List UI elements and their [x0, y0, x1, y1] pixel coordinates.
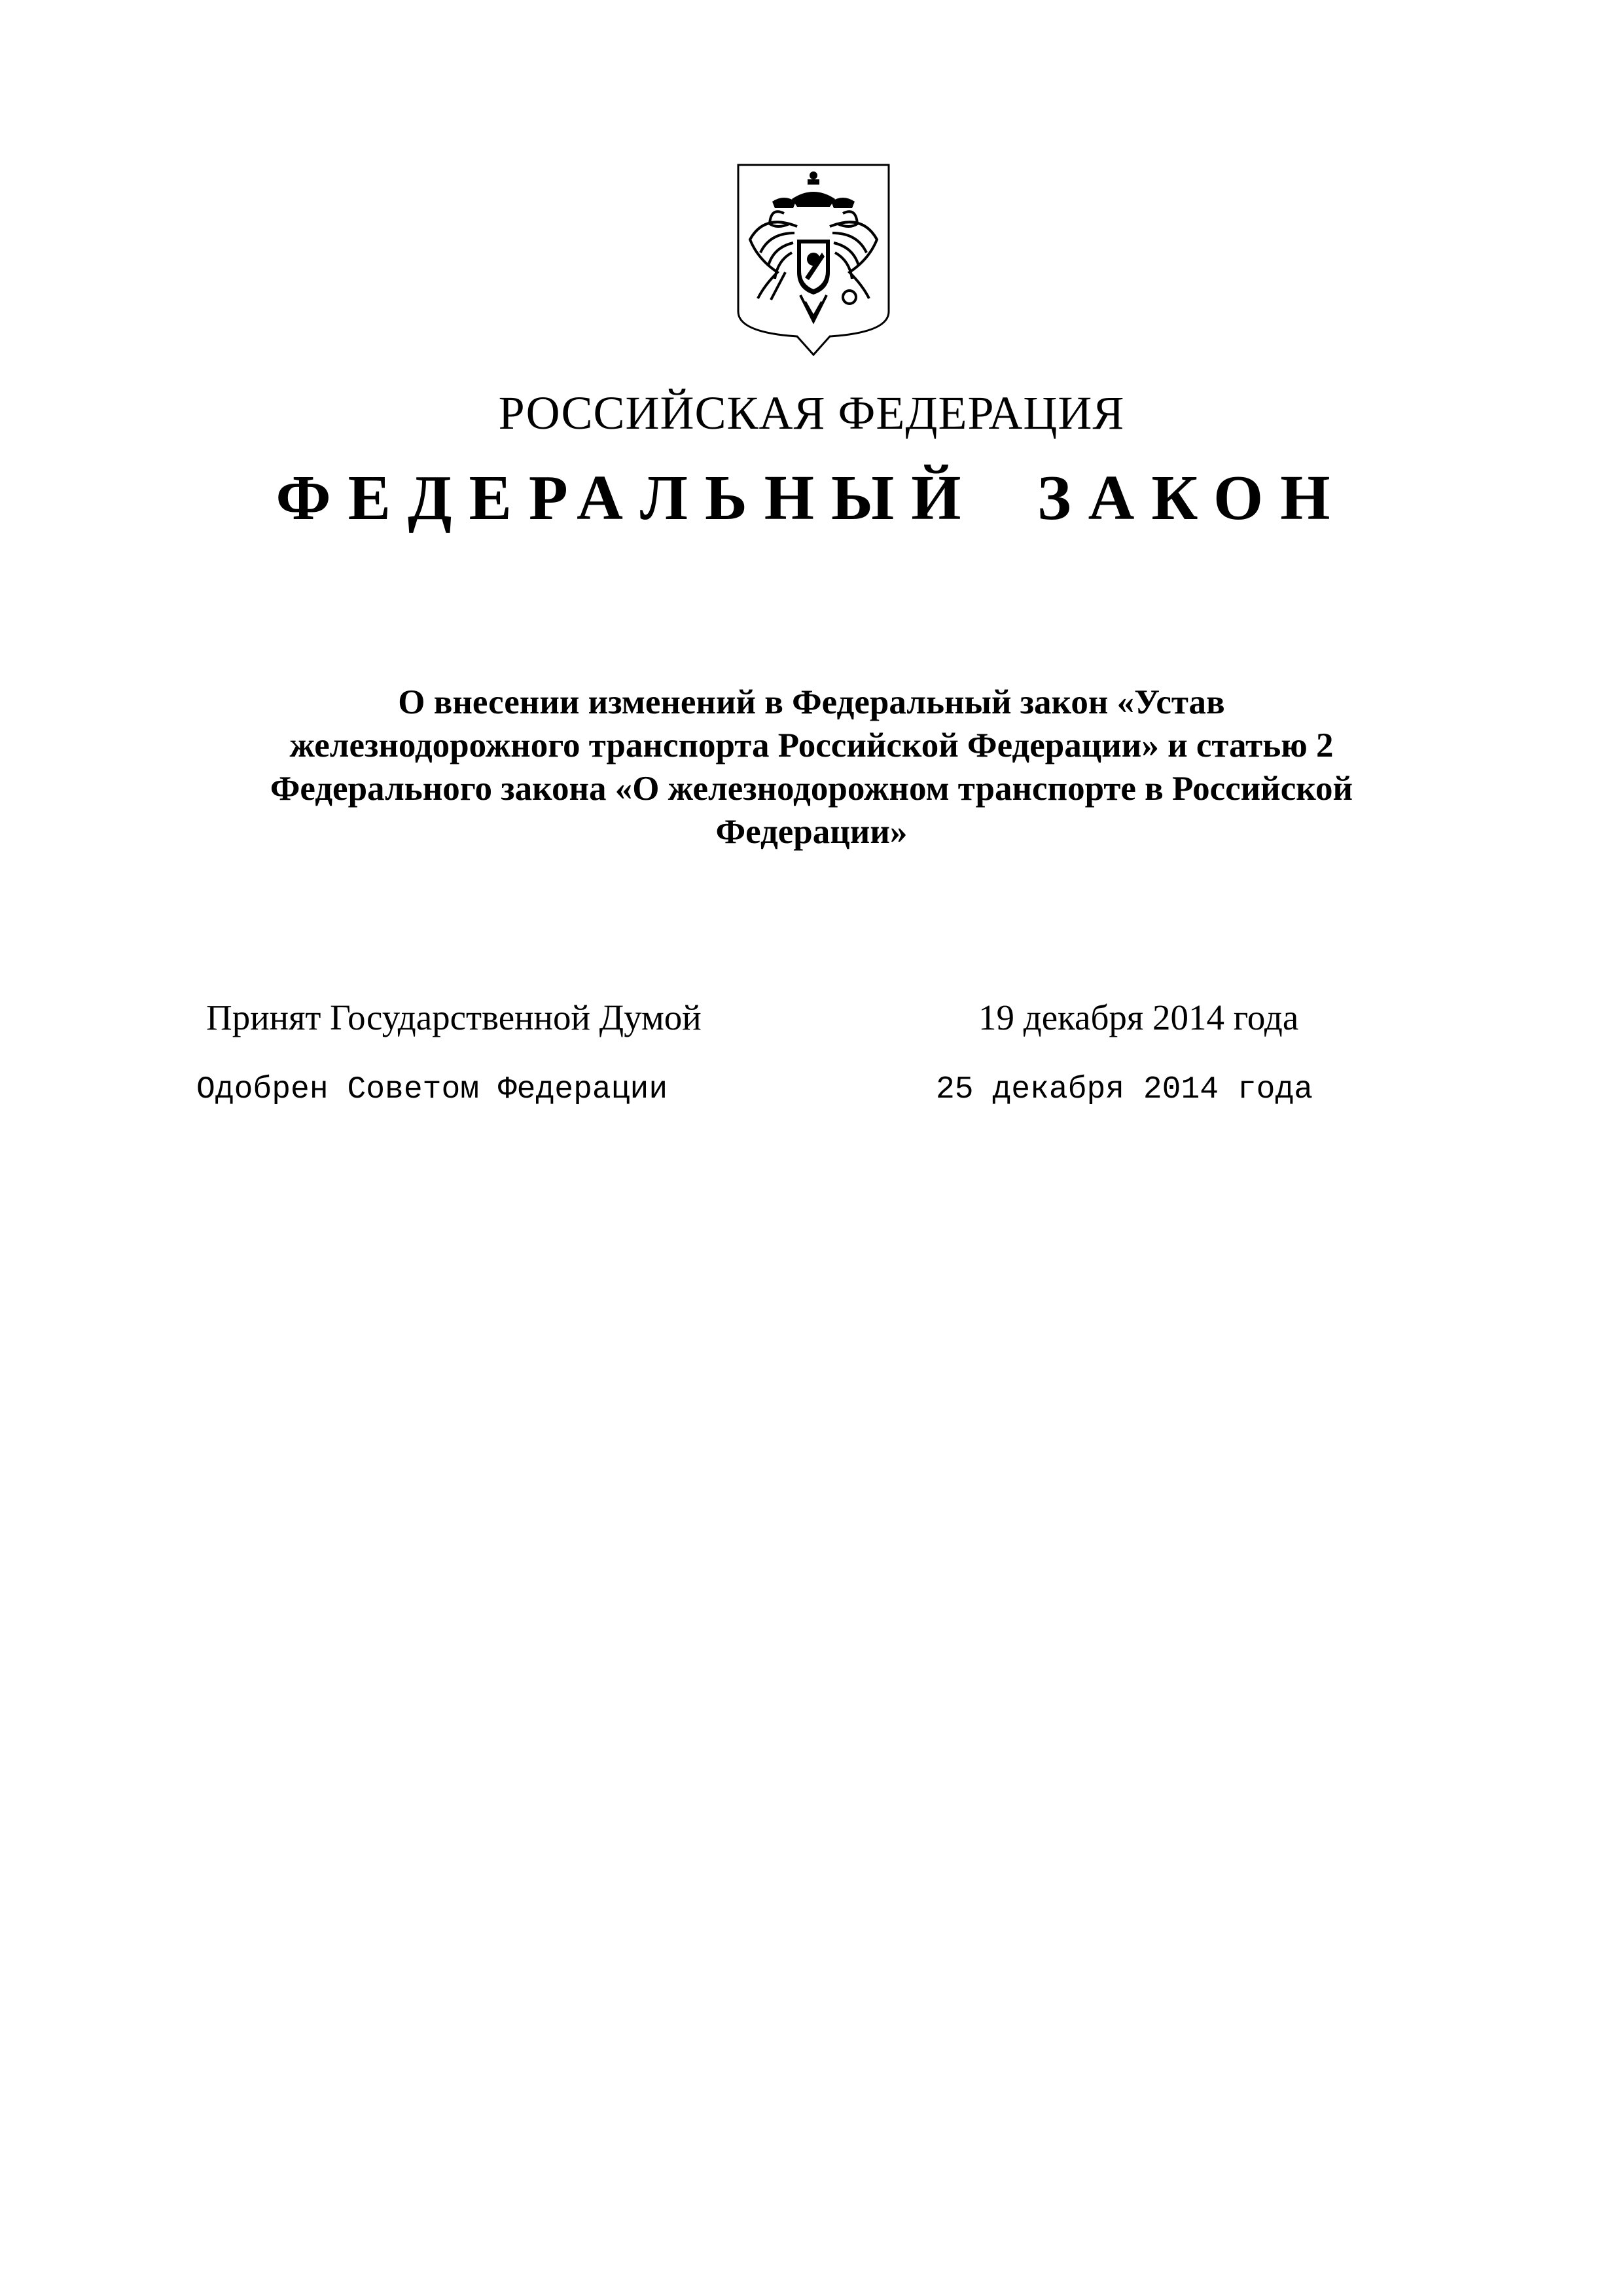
russian-coat-of-arms-icon	[732, 161, 895, 357]
approval-date: 25 декабря 2014 года	[936, 1072, 1313, 1107]
law-title	[196, 681, 1427, 853]
adoption-row-federation-council	[0, 1067, 1623, 1113]
adoption-row-duma	[0, 995, 1623, 1041]
law-title-line-1: О внесении изменений в Федеральный закон «Устав	[398, 683, 1225, 721]
approval-label: Одобрен Советом Федерации	[196, 1072, 668, 1107]
law-title-rest: железнодорожного транспорта Российской Федерации» и статью 2 Федерального закона «О железнодорожном транспорте в Российской Федерации»	[270, 726, 1353, 851]
adoption-date: 19 декабря 2014 года	[978, 997, 1299, 1037]
document-type: ФЕДЕРАЛЬНЫЙ ЗАКОН	[276, 463, 1347, 533]
adoption-label: Принят Государственной Думой	[206, 997, 702, 1037]
country-name: РОССИЙСКАЯ ФЕДЕРАЦИЯ	[498, 387, 1125, 439]
